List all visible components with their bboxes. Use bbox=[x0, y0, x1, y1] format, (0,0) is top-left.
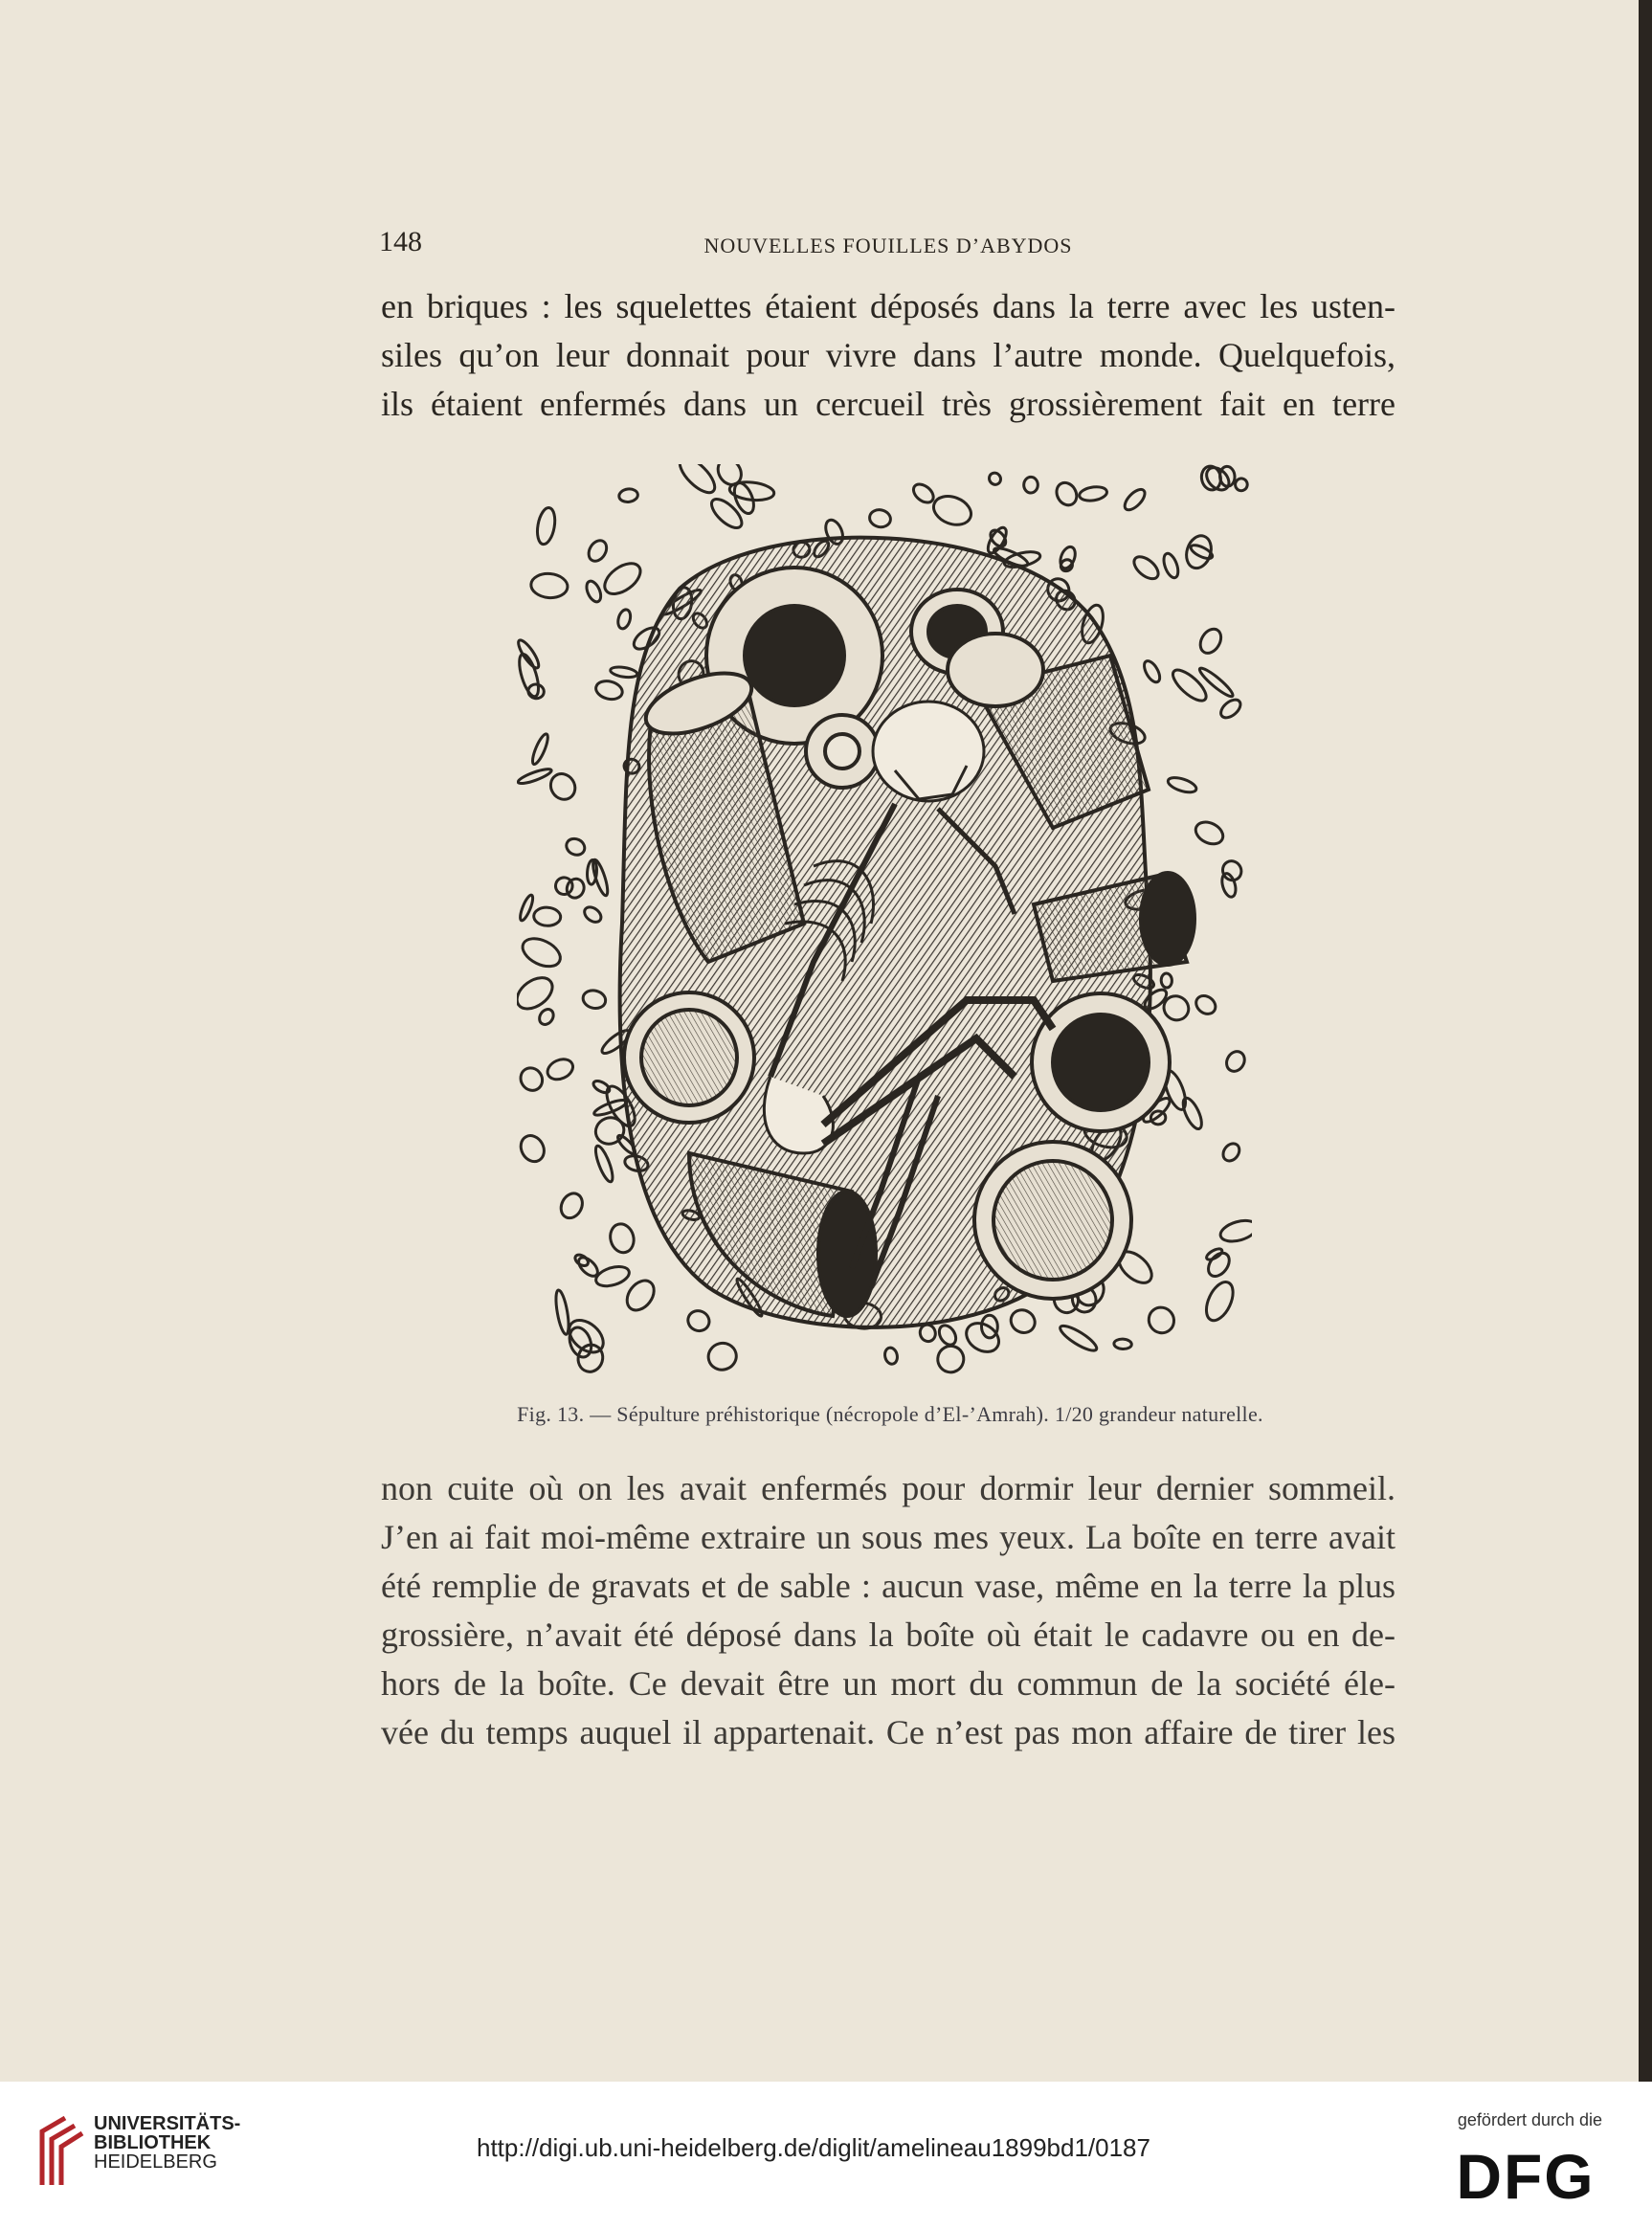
stone bbox=[868, 508, 892, 529]
text-line: J’en ai fait moi-même extraire un sous mes yeux. La boîte en terre avait bbox=[381, 1518, 1395, 1556]
stone bbox=[1167, 775, 1198, 795]
stone bbox=[1219, 872, 1238, 899]
library-name bbox=[94, 2114, 240, 2172]
stone bbox=[616, 608, 633, 630]
text-line: non cuite où on les avait enfermés pour dormir leur dernier sommeil. bbox=[381, 1469, 1395, 1507]
stone bbox=[1007, 1305, 1039, 1337]
stone bbox=[537, 1007, 556, 1027]
stone bbox=[1220, 1141, 1243, 1165]
stone bbox=[1217, 696, 1243, 721]
stone bbox=[621, 1276, 659, 1316]
text-line: grossière, n’avait été déposé dans la boîte où était le cadavre ou en de- bbox=[381, 1616, 1395, 1654]
stone bbox=[713, 464, 746, 489]
stone bbox=[552, 874, 575, 897]
paragraph-bottom bbox=[381, 1464, 1395, 1757]
stone bbox=[1058, 1322, 1100, 1354]
permalink-url[interactable]: http://digi.ub.uni-heidelberg.de/diglit/amelineau1899bd1/0187 bbox=[477, 2133, 1150, 2162]
running-title: NOUVELLES FOUILLES D’ABYDOS bbox=[703, 234, 1073, 257]
page-header bbox=[379, 226, 1397, 264]
stone bbox=[1201, 1278, 1239, 1325]
stone bbox=[565, 877, 587, 901]
stone bbox=[591, 858, 611, 897]
stone bbox=[607, 1221, 636, 1255]
stone bbox=[517, 767, 553, 787]
library-name-line: HEIDELBERG bbox=[94, 2151, 217, 2173]
stone bbox=[533, 906, 561, 925]
stone bbox=[1141, 658, 1163, 684]
stone bbox=[935, 1343, 967, 1374]
stone bbox=[599, 557, 646, 600]
stone bbox=[987, 471, 1003, 487]
stone bbox=[1196, 625, 1225, 657]
stone bbox=[1205, 1247, 1224, 1262]
stone bbox=[1114, 1339, 1132, 1349]
stone bbox=[1179, 1096, 1205, 1131]
stone bbox=[594, 679, 625, 702]
stone bbox=[707, 494, 747, 532]
stone bbox=[545, 1056, 576, 1083]
stone bbox=[535, 506, 558, 546]
text-line: vée du temps auquel il appartenait. Ce n’est pas mon affaire de tirer les bbox=[381, 1713, 1395, 1751]
university-library-logo-icon bbox=[36, 2110, 86, 2187]
stone bbox=[582, 904, 604, 925]
stone bbox=[585, 537, 610, 564]
stone bbox=[592, 1079, 612, 1095]
stone bbox=[610, 665, 637, 679]
dfg-logo-text: DFG bbox=[1456, 2141, 1596, 2204]
text-line: en briques : les squelettes étaient déposés dans la terre avec les usten- bbox=[381, 287, 1395, 325]
page-number: 148 bbox=[379, 226, 422, 257]
stone bbox=[1223, 1048, 1248, 1075]
stone bbox=[675, 464, 721, 498]
sponsor-text: gefördert durch die bbox=[1457, 2110, 1602, 2129]
stone bbox=[529, 732, 550, 766]
stone bbox=[1182, 532, 1215, 571]
library-name-line: UNIVERSITÄTS- bbox=[94, 2113, 241, 2134]
dfg-logo bbox=[1449, 2141, 1602, 2204]
paragraph-top bbox=[381, 282, 1395, 429]
stone bbox=[1197, 665, 1236, 700]
stone bbox=[564, 836, 588, 858]
text-line: siles qu’on leur donnait pour vivre dans l’autre monde. Quelquefois, bbox=[381, 336, 1395, 374]
stone bbox=[575, 1254, 601, 1279]
stone bbox=[618, 488, 638, 503]
stone bbox=[684, 1307, 712, 1334]
stone bbox=[1193, 818, 1227, 849]
stone bbox=[705, 1340, 739, 1372]
stone bbox=[530, 572, 569, 599]
stone bbox=[546, 769, 579, 804]
stone bbox=[517, 1131, 548, 1166]
library-name-line: BIBLIOTHEK bbox=[94, 2132, 212, 2153]
stone bbox=[1218, 1217, 1252, 1245]
stone bbox=[584, 579, 604, 604]
page-edge-shadow bbox=[1639, 0, 1652, 2082]
stone bbox=[1079, 485, 1108, 502]
stone bbox=[1130, 552, 1162, 583]
stone bbox=[517, 1063, 547, 1094]
figure-caption: Fig. 13. — Sépulture préhistorique (nécropole d’El-’Amrah). 1/20 grandeur naturelle. bbox=[517, 1402, 1263, 1426]
stone bbox=[929, 491, 975, 529]
stone bbox=[592, 1144, 615, 1183]
stone bbox=[1193, 992, 1219, 1018]
burial-illustration bbox=[517, 464, 1252, 1378]
stone bbox=[1234, 478, 1248, 492]
text-line: hors de la boîte. Ce devait être un mort du commun de la société éle- bbox=[381, 1664, 1395, 1703]
stone bbox=[593, 1263, 631, 1290]
stone bbox=[936, 1323, 959, 1349]
stone bbox=[592, 1113, 628, 1148]
stone bbox=[883, 1347, 899, 1366]
stone bbox=[557, 1190, 587, 1221]
stone bbox=[1144, 1303, 1179, 1338]
digitization-footer bbox=[0, 2082, 1652, 2229]
text-line: été remplie de gravats et de sable : aucun vase, même en la terre la plus bbox=[381, 1567, 1395, 1605]
stone bbox=[1053, 479, 1081, 509]
stone bbox=[1122, 486, 1149, 513]
stone bbox=[1161, 551, 1181, 579]
text-line: ils étaient enfermés dans un cercueil très grossièrement fait en terre bbox=[381, 385, 1395, 423]
stone bbox=[1161, 973, 1172, 989]
stone bbox=[910, 480, 937, 506]
stone bbox=[1024, 477, 1038, 493]
stone bbox=[1169, 665, 1211, 705]
stone bbox=[517, 971, 558, 1015]
stone bbox=[581, 988, 607, 1010]
stone bbox=[518, 933, 565, 972]
